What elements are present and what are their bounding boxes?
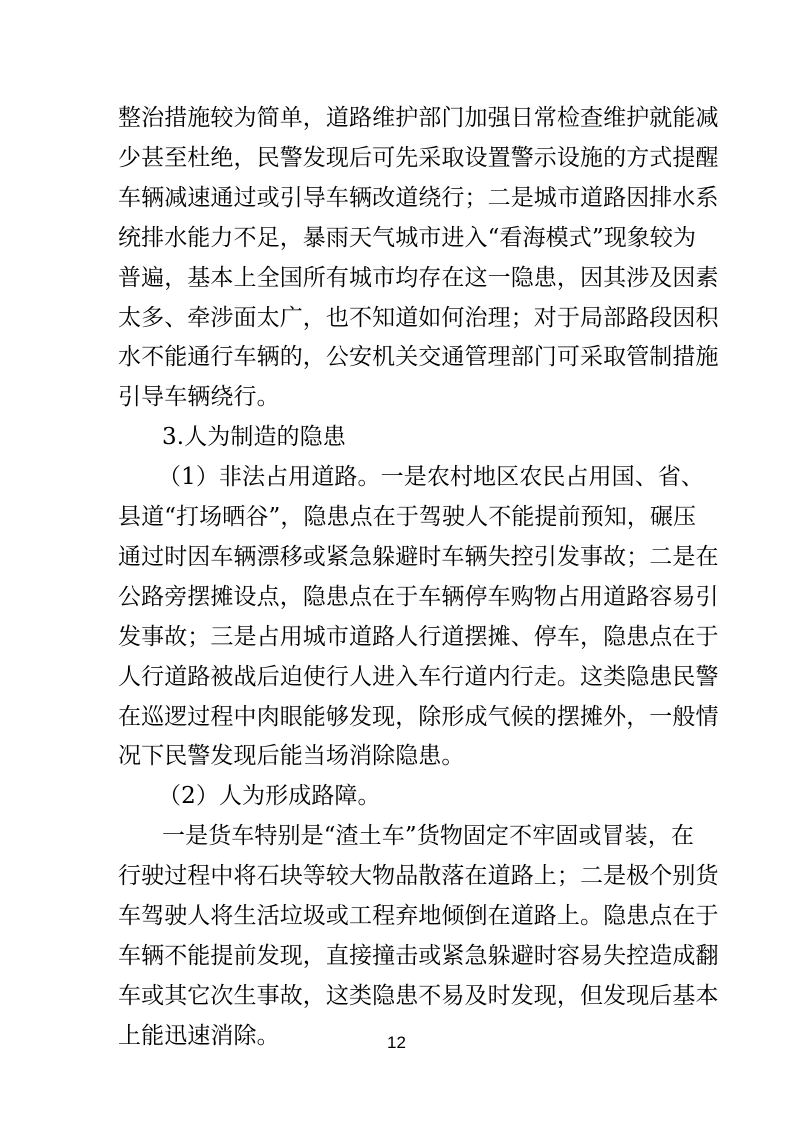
body-line: 通过时因车辆漂移或紧急躲避时车辆失控引发事故；二是在	[118, 544, 719, 570]
body-line: 普遍，基本上全国所有城市均存在这一隐患，因其涉及因素	[118, 265, 719, 291]
subsection-heading: （2）人为形成路障。	[158, 783, 381, 809]
body-line: 少甚至杜绝，民警发现后可先采取设置警示设施的方式提醒	[118, 145, 719, 171]
body-line: 在巡逻过程中肉眼能够发现，除形成气候的摆摊外，一般情	[118, 704, 719, 730]
body-line: 况下民警发现后能当场消除隐患。	[118, 743, 465, 769]
body-line: 发事故；三是占用城市道路人行道摆摊、停车，隐患点在于	[118, 624, 719, 650]
page-number: 12	[387, 1033, 406, 1052]
body-line: 人行道路被战后迫使行人进入车行道内行走。这类隐患民警	[118, 664, 719, 690]
body-line: 车辆减速通过或引导车辆改道绕行；二是城市道路因排水系	[118, 185, 719, 211]
body-line: 县道“打场晒谷”，隐患点在于驾驶人不能提前预知，碾压	[118, 504, 697, 530]
body-line: 行驶过程中将石块等较大物品散落在道路上；二是极个别货	[118, 863, 719, 889]
section-heading: 3.人为制造的隐患	[162, 424, 346, 450]
body-line: 太多、牵涉面太广，也不知道如何治理；对于局部路段因积	[118, 305, 719, 331]
body-line: 公路旁摆摊设点，隐患点在于车辆停车购物占用道路容易引	[118, 584, 719, 610]
body-line: 车辆不能提前发现，直接撞击或紧急躲避时容易失控造成翻	[118, 943, 719, 969]
subsection-heading: （1）非法占用道路。一是农村地区农民占用国、省、	[158, 464, 705, 490]
body-line: 整治措施较为简单，道路维护部门加强日常检查维护就能减	[118, 105, 719, 131]
body-line: 上能迅速消除。	[118, 1023, 280, 1049]
body-line: 一是货车特别是“渣土车”货物固定不牢固或冒装，在	[162, 823, 694, 849]
body-line: 车驾驶人将生活垃圾或工程弃地倾倒在道路上。隐患点在于	[118, 903, 719, 929]
body-line: 车或其它次生事故，这类隐患不易及时发现，但发现后基本	[118, 983, 719, 1009]
body-line: 引导车辆绕行。	[118, 384, 280, 410]
body-line: 统排水能力不足，暴雨天气城市进入“看海模式”现象较为	[118, 225, 697, 251]
body-line: 水不能通行车辆的，公安机关交通管理部门可采取管制措施	[118, 344, 719, 370]
